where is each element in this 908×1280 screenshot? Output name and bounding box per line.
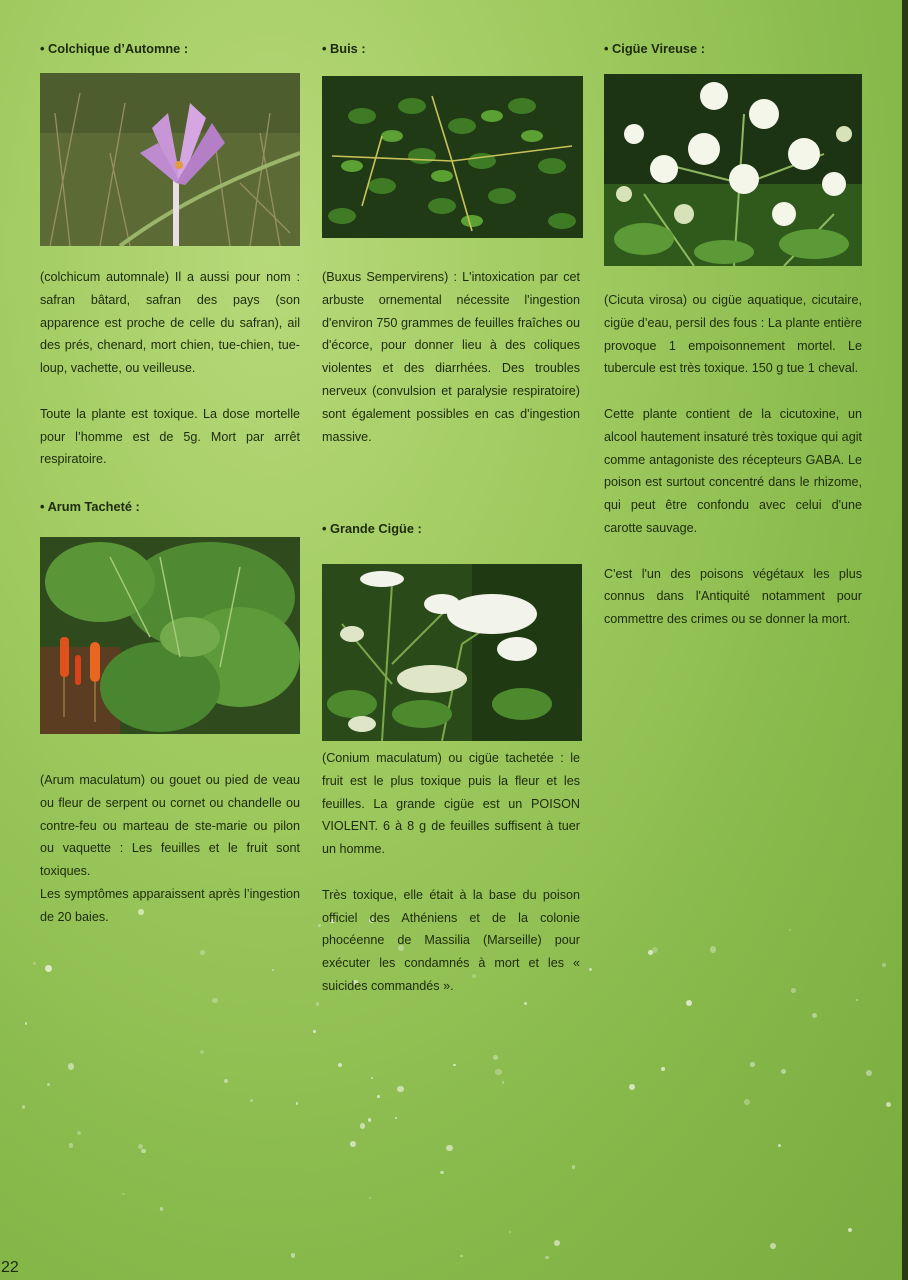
dew-sparkle (141, 1149, 146, 1154)
dew-sparkle (502, 1081, 505, 1084)
dew-sparkle (778, 1144, 781, 1147)
dew-sparkle (509, 1231, 511, 1233)
dew-sparkle (296, 1102, 299, 1105)
dew-sparkle (291, 1253, 295, 1257)
dew-sparkle (377, 1095, 380, 1098)
colchique-toxicity: Toute la plante est toxique. La dose mortelle pour l’homme est de 5g. Mort par arrêt respiratoire. (40, 406, 300, 467)
cicuta-photo (604, 74, 862, 266)
dew-sparkle (368, 1118, 371, 1121)
dew-sparkle (848, 1228, 852, 1232)
dew-sparkle (316, 1002, 320, 1006)
dew-sparkle (77, 1131, 81, 1135)
buis-description: (Buxus Sempervirens) : L'intoxication par cet arbuste ornemental nécessite l'ingestion d'environ 750 grammes de feuilles fraîches ou d'écorce, pour donner lieu à des coliques violentes et des diarrhées. Des troubles nerveux (convulsion et paralysie respiratoire) sont également possibles en cas d'ingestion massive. (322, 270, 580, 444)
dew-sparkle (661, 1067, 665, 1071)
dew-sparkle (453, 1064, 455, 1066)
dew-sparkle (397, 1086, 403, 1092)
dew-sparkle (360, 1123, 366, 1129)
dew-sparkle (882, 963, 886, 967)
page-number: 22 (1, 1259, 19, 1276)
cigue-vireuse-history: C'est l'un des poisons végétaux les plus connus dans l'Antiquité notamment pour commettre des crimes ou se donner la mort. (604, 566, 862, 627)
buxus-photo (322, 76, 583, 238)
dew-sparkle (122, 1193, 125, 1196)
dew-sparkle (710, 946, 716, 952)
dew-sparkle (212, 998, 218, 1004)
dew-sparkle (33, 962, 35, 964)
dew-sparkle (648, 950, 653, 955)
heading-colchique: • Colchique d’Automne : (40, 38, 188, 61)
dew-sparkle (318, 924, 321, 927)
grande-cigue-description: (Conium maculatum) ou cigüe tachetée : le fruit est le plus toxique puis la fleur et les feuilles. La grande cigüe est un POISON VIOLENT. 6 à 8 g de feuilles suffisent à tuer un homme. (322, 751, 580, 857)
dew-sparkle (22, 1105, 26, 1109)
heading-arum: • Arum Tacheté : (40, 496, 140, 519)
dew-sparkle (313, 1030, 315, 1032)
dew-sparkle (395, 1117, 397, 1119)
dew-sparkle (589, 968, 592, 971)
dew-sparkle (369, 1197, 371, 1199)
dew-sparkle (350, 1141, 356, 1147)
dew-sparkle (750, 1062, 754, 1066)
dew-sparkle (791, 988, 795, 992)
dew-sparkle (446, 1145, 453, 1152)
dew-sparkle (45, 965, 52, 972)
dew-sparkle (886, 1102, 891, 1107)
dew-sparkle (200, 1050, 204, 1054)
dew-sparkle (572, 1165, 575, 1168)
conium-photo (322, 564, 582, 741)
page-edge (902, 0, 908, 1280)
colchique-description: (colchicum automnale) Il a aussi pour nom : safran bâtard, safran des pays (son apparence est proche de celle du safran), ail des prés, chenard, mort chien, tue-chien, tue-loup, vachette, ou veilleuse. (40, 270, 300, 376)
dew-sparkle (495, 1069, 502, 1076)
dew-sparkle (554, 1240, 560, 1246)
dew-sparkle (686, 1000, 692, 1006)
dew-sparkle (812, 1013, 817, 1018)
arum-photo (40, 537, 300, 734)
heading-buis: • Buis : (322, 38, 366, 61)
dew-sparkle (629, 1084, 635, 1090)
dew-sparkle (47, 1083, 50, 1086)
heading-grande-cigue: • Grande Cigüe : (322, 518, 422, 541)
cigue-vireuse-description: (Cicuta virosa) ou cigüe aquatique, cicutaire, cigüe d’eau, persil des fous : La plante entière provoque 1 empoisonnement mortel. Le tubercule est très toxique. 150 g tue 1 cheval. (604, 293, 862, 376)
dew-sparkle (866, 1070, 872, 1076)
dew-sparkle (460, 1255, 462, 1257)
dew-sparkle (744, 1099, 750, 1105)
dew-sparkle (545, 1256, 549, 1260)
dew-sparkle (69, 1143, 73, 1147)
dew-sparkle (524, 1002, 527, 1005)
dew-sparkle (200, 950, 204, 954)
grande-cigue-history: Très toxique, elle était à la base du poison officiel des Athéniens et de la colonie phocéenne de Massilia (Marseille) pour exécuter les condamnés à mort et les « suicides commandés ». (322, 887, 580, 993)
dew-sparkle (440, 1171, 443, 1174)
dew-sparkle (652, 947, 658, 953)
dew-sparkle (250, 1099, 254, 1103)
dew-sparkle (493, 1055, 498, 1060)
dew-sparkle (856, 999, 858, 1001)
dew-sparkle (272, 969, 274, 971)
arum-description: (Arum maculatum) ou gouet ou pied de veau ou fleur de serpent ou cornet ou chandelle ou contre-feu ou marteau de ste-marie ou pilon ou vaquette : Les feuilles et le fruit sont toxiques. (40, 773, 300, 879)
dew-sparkle (160, 1207, 164, 1211)
colchicum-photo (40, 73, 300, 246)
dew-sparkle (25, 1022, 27, 1024)
dew-sparkle (338, 1063, 343, 1068)
dew-sparkle (781, 1069, 786, 1074)
heading-cigue-vireuse: • Cigüe Vireuse : (604, 38, 705, 61)
dew-sparkle (224, 1079, 228, 1083)
dew-sparkle (770, 1243, 776, 1249)
dew-sparkle (789, 929, 791, 931)
dew-sparkle (68, 1063, 75, 1070)
dew-sparkle (371, 1077, 373, 1079)
arum-symptoms: Les symptômes apparaissent après l’ingestion de 20 baies. (40, 886, 300, 924)
cigue-vireuse-cicutoxine: Cette plante contient de la cicutoxine, un alcool hautement insaturé très toxique qui agit comme antagoniste des récepteurs GABA. Le poison est surtout concentré dans le rhizome, qui peut être confondu avec celui d'une carotte sauvage. (604, 406, 862, 535)
